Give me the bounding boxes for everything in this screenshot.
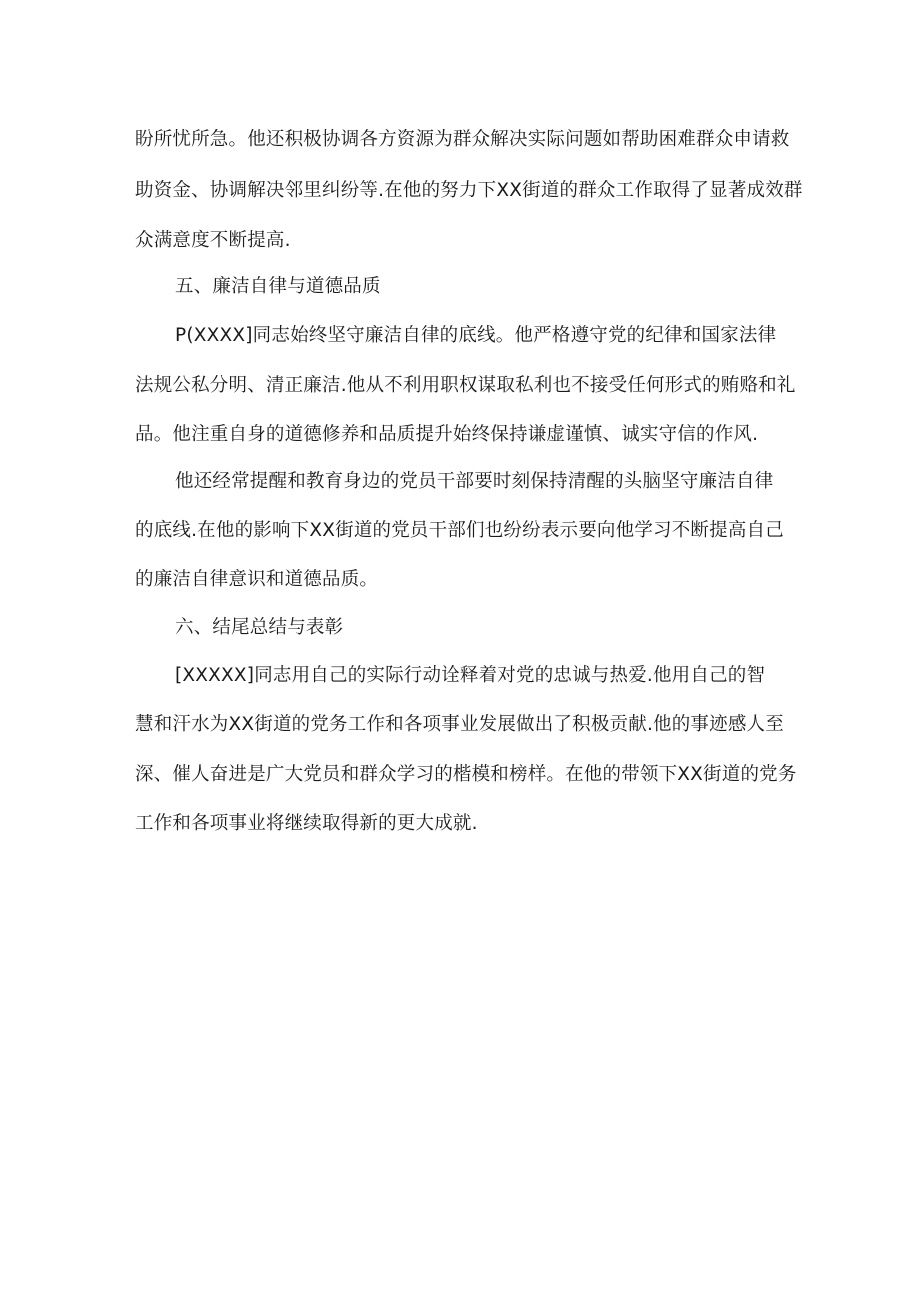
paragraph-line: 慧和汗水为XX街道的党务工作和各项事业发展做出了积极贡献.他的事迹感人至 [135,714,784,735]
paragraph-line: 众满意度不断提高. [135,230,291,251]
paragraph-line: [XXXXX]同志用自己的实际行动诠释着对党的忠诚与热爱.他用自己的智 [175,665,766,686]
paragraph-line: 的底线.在他的影响下XX街道的党员干部们也纷纷表示要向他学习不断提高自己 [135,520,784,541]
paragraph-line: 他还经常提醒和教育身边的党员干部要时刻保持清醒的头脑坚守廉洁自律 [175,471,774,492]
paragraph-line: 的廉洁自律意识和道德品质。 [135,569,379,590]
section-heading: 六、结尾总结与表彰 [175,617,344,638]
paragraph-line: 助资金、协调解决邻里纠纷等.在他的努力下XX街道的群众工作取得了显著成效群 [135,180,803,201]
section-heading: 五、廉洁自律与道德品质 [175,276,381,297]
paragraph-line: 盼所忧所急。他还积极协调各方资源为群众解决实际问题如帮助困难群众申请救 [135,129,790,150]
paragraph-line: 工作和各项事业将继续取得新的更大成就. [135,813,478,834]
paragraph-line: 深、催人奋进是广大党员和群众学习的楷模和榜样。在他的带领下XX街道的党务 [135,764,797,785]
paragraph-line: 品。他注重自身的道德修养和品质提升始终保持谦虚谨慎、诚实守信的作风. [135,424,759,445]
paragraph-line: 法规公私分明、清正廉洁.他从不利用职权谋取私利也不接受任何形式的贿赂和礼 [135,375,796,396]
paragraph-line: P(XXXX]同志始终坚守廉洁自律的底线。他严格遵守党的纪律和国家法律 [175,325,777,346]
